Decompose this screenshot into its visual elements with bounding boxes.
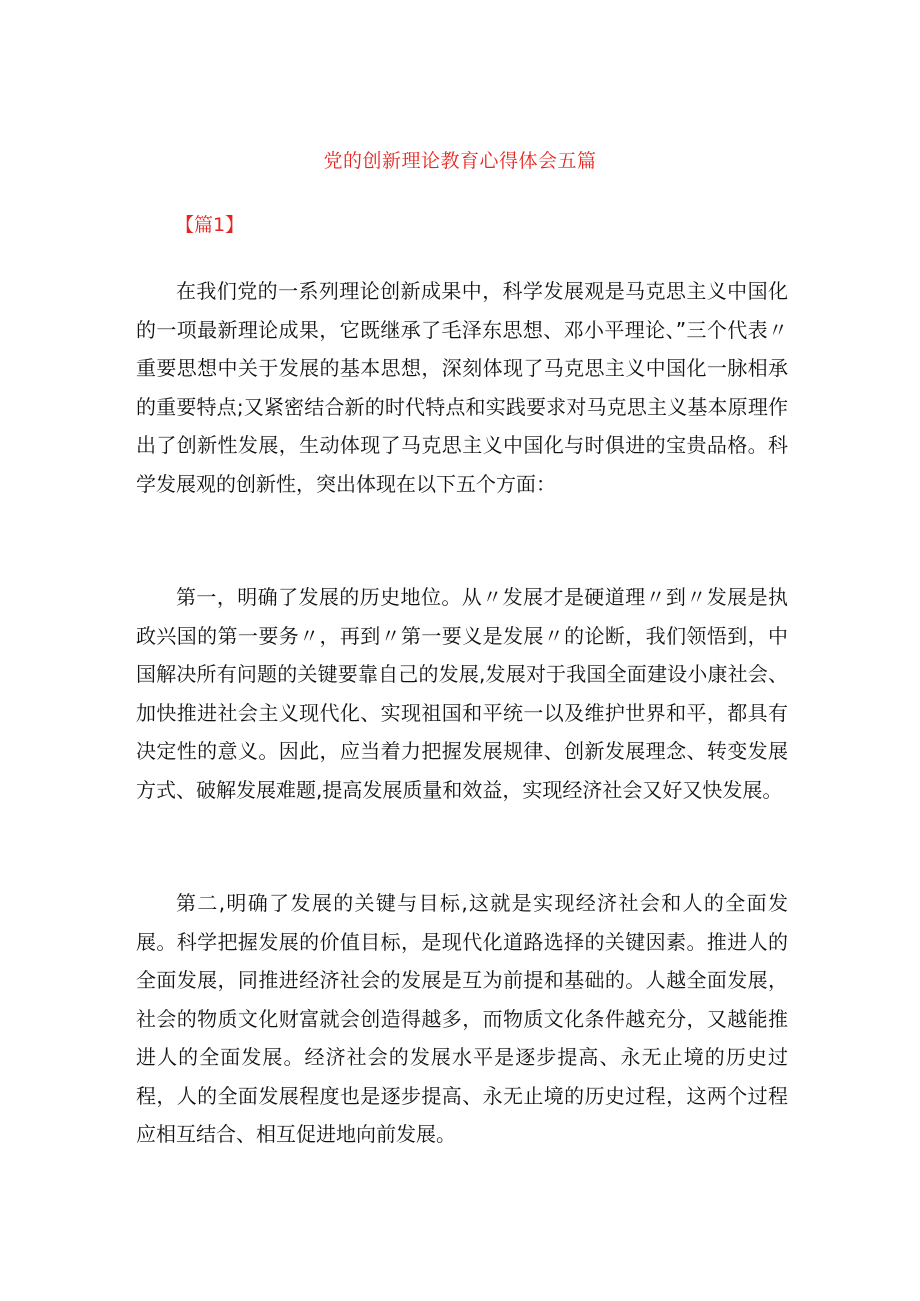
section-heading: 【篇1】 (175, 214, 245, 236)
paragraph-intro: 在我们党的一系列理论创新成果中，科学发展观是马克思主义中国化的一项最新理论成果，它既继承了毛泽东思想、邓小平理论、”三个代表〃重要思想中关于发展的基本思想，深刻体现了马克思主义中国化一脉相承的重要特点;又紧密结合新的时代特点和实践要求对马克思主义基本原理作出了创新性发展，生动体现了马克思主义中国化与时俱进的宝贵品格。科学发展观的创新性，突出体现在以下五个方面： (136, 279, 788, 496)
paragraph-second-point: 第二,明确了发展的关键与目标,这就是实现经济社会和人的全面发展。科学把握发展的价值目标，是现代化道路选择的关键因素。推进人的全面发展，同推进经济社会的发展是互为前提和基础的。人越全面发展，社会的物质文化财富就会创造得越多，而物质文化条件越充分，又越能推进人的全面发展。经济社会的发展水平是逐步提高、永无止境的历史过程，人的全面发展程度也是逐步提高、永无止境的历史过程，这两个过程应相互结合、相互促进地向前发展。 (136, 891, 788, 1146)
document-title: 党的创新理论教育心得体会五篇 (323, 150, 597, 172)
paragraph-first-point: 第一，明确了发展的历史地位。从〃发展才是硬道理〃到〃发展是执政兴国的第一要务〃，再到〃第一要义是发展〃的论断，我们领悟到，中国解决所有问题的关键要靠自己的发展,发展对于我国全面建设小康社会、加快推进社会主义现代化、实现祖国和平统一以及维护世界和平，都具有决定性的意义。因此，应当着力把握发展规律、创新发展理念、转变发展方式、破解发展难题,提高发展质量和效益，实现经济社会又好又快发展。 (136, 585, 788, 802)
